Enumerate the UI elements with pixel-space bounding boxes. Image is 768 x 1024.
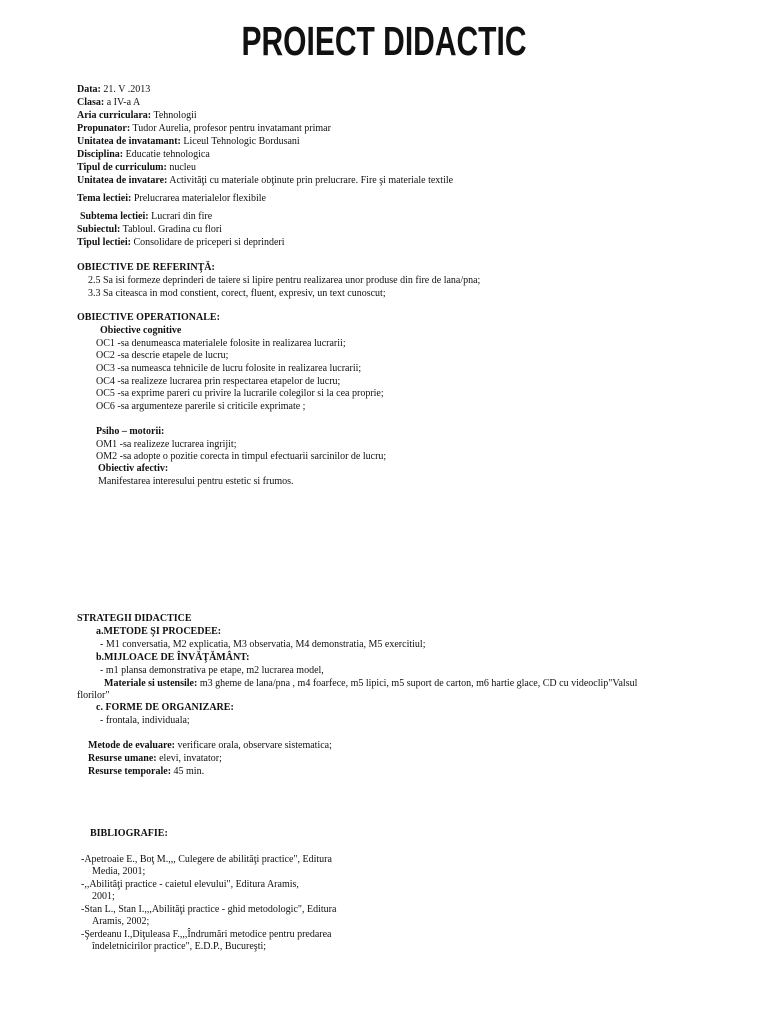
- bibliography-entry: -,,Abilităţi practice - caietul elevului", Editura Aramis,: [81, 879, 299, 890]
- meta-class: Clasa: a IV-a A: [77, 97, 141, 108]
- strategies-header: STRATEGII DIDACTICE: [77, 613, 192, 624]
- psychomotor-header: Psiho – motorii:: [96, 426, 165, 437]
- materials-line-cont: florilor": [77, 690, 110, 701]
- affective-objective: Manifestarea interesului pentru estetic si frumos.: [98, 476, 294, 487]
- means-text: - m1 plansa demonstrativa pe etape, m2 lucrarea model,: [100, 665, 324, 676]
- meta-school: Unitatea de invatamant: Liceul Tehnologic Bordusani: [77, 136, 300, 147]
- bibliography-entry: îndeletnicirilor practice", E.D.P., Bucureşti;: [92, 941, 267, 952]
- lesson-type: Tipul lectiei: Consolidare de priceperi si deprinderi: [77, 237, 285, 248]
- human-resources: Resurse umane: elevi, invatator;: [88, 753, 222, 764]
- cognitive-objective: OC1 -sa denumeasca materialele folosite in realizarea lucrarii;: [96, 338, 346, 349]
- cognitive-header: Obiective cognitive: [100, 325, 182, 336]
- lesson-theme: Tema lectiei: Prelucrarea materialelor flexibile: [77, 193, 266, 204]
- means-header: b.MIJLOACE DE ÎNVĂŢĂMÂNT:: [96, 652, 250, 663]
- psychomotor-objective: OM2 -sa adopte o pozitie corecta in timpul efectuarii sarcinilor de lucru;: [96, 451, 387, 462]
- meta-area: Aria curriculara: Tehnologii: [77, 110, 197, 121]
- bibliography-entry: -Apetroaie E., Boţ M.,,, Culegere de abilităţi practice", Editura: [81, 854, 332, 865]
- meta-curriculum: Tipul de curriculum: nucleu: [77, 162, 196, 173]
- lesson-subject: Subiectul: Tabloul. Gradina cu flori: [77, 224, 222, 235]
- ref-objective: 2.5 Sa isi formeze deprinderi de taiere si lipire pentru realizarea unor produse din fire de lana/pna;: [88, 275, 481, 286]
- cognitive-objective: OC3 -sa numeasca tehnicile de lucru folosite in realizarea lucrarii;: [96, 363, 362, 374]
- evaluation-methods: Metode de evaluare: verificare orala, observare sistematica;: [88, 740, 332, 751]
- meta-discipline: Disciplina: Educatie tehnologica: [77, 149, 210, 160]
- materials-line: Materiale si ustensile: m3 gheme de lana/pna , m4 foarfece, m5 lipici, m5 suport de carton, m6 hartie glace, CD cu videoclip"Valsul: [104, 678, 638, 689]
- cognitive-objective: OC5 -sa exprime pareri cu privire la lucrarile colegilor si la cea proprie;: [96, 388, 384, 399]
- ref-objectives-header: OBIECTIVE DE REFERINŢĂ:: [77, 262, 215, 273]
- op-objectives-header: OBIECTIVE OPERATIONALE:: [77, 312, 220, 323]
- psychomotor-objective: OM1 -sa realizeze lucrarea ingrijit;: [96, 439, 237, 450]
- bibliography-entry: -Şerdeanu I.,Diţuleasa F.,,,Îndrumări metodice pentru predarea: [81, 929, 332, 940]
- cognitive-objective: OC2 -sa descrie etapele de lucru;: [96, 350, 229, 361]
- bibliography-entry: -Stan L., Stan I.,,,Abilităţi practice - ghid metodologic", Editura: [81, 904, 337, 915]
- cognitive-objective: OC4 -sa realizeze lucrarea prin respectarea etapelor de lucru;: [96, 376, 341, 387]
- bibliography-entry: 2001;: [92, 891, 115, 902]
- ref-objective: 3.3 Sa citeasca in mod constient, corect, fluent, expresiv, un text cunoscut;: [88, 288, 386, 299]
- time-resources: Resurse temporale: 45 min.: [88, 766, 205, 777]
- bibliography-entry: Aramis, 2002;: [92, 916, 150, 927]
- meta-teacher: Propunator: Tudor Aurelia, profesor pentru invatamant primar: [77, 123, 331, 134]
- organization-text: - frontala, individuala;: [100, 715, 190, 726]
- lesson-subtheme: Subtema lectiei: Lucrari din fire: [80, 211, 213, 222]
- meta-date: Data: 21. V .2013: [77, 84, 151, 95]
- bibliography-header: BIBLIOGRAFIE:: [90, 828, 168, 839]
- methods-header: a.METODE ŞI PROCEDEE:: [96, 626, 222, 637]
- document-title: PROIECT DIDACTIC: [241, 20, 527, 65]
- organization-header: c. FORME DE ORGANIZARE:: [96, 702, 234, 713]
- affective-header: Obiectiv afectiv:: [98, 463, 169, 474]
- methods-text: - M1 conversatia, M2 explicatia, M3 observatia, M4 demonstratia, M5 exercitiul;: [100, 639, 426, 650]
- cognitive-objective: OC6 -sa argumenteze parerile si criticile exprimate ;: [96, 401, 306, 412]
- bibliography-entry: Media, 2001;: [92, 866, 146, 877]
- meta-learning-unit: Unitatea de invatare: Activităţi cu materiale obţinute prin prelucrare. Fire şi materiale textile: [77, 175, 454, 186]
